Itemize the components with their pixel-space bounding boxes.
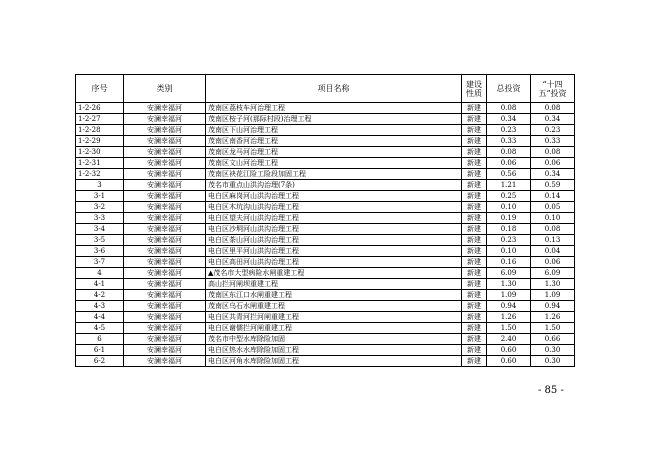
row-category: 安澜幸福河 xyxy=(124,257,206,268)
row-category: 安澜幸福河 xyxy=(124,147,206,158)
row-number: 1-2-31 xyxy=(76,158,124,169)
row-number: 3-3 xyxy=(76,213,124,224)
row-plan-investment: 0.34 xyxy=(531,114,575,125)
table-row xyxy=(76,191,575,202)
row-plan-investment: 0.06 xyxy=(531,158,575,169)
row-category: 安澜幸福河 xyxy=(124,246,206,257)
row-plan-investment: 1.26 xyxy=(531,312,575,323)
row-construction-type: 新建 xyxy=(462,345,487,356)
row-category: 安澜幸福河 xyxy=(124,279,206,290)
row-total-investment: 0.23 xyxy=(487,235,531,246)
row-project-name: 电白区麻岗河山洪沟治理工程 xyxy=(206,191,462,202)
row-plan-investment: 0.05 xyxy=(531,202,575,213)
row-total-investment: 0.60 xyxy=(487,356,531,367)
row-project-name: 茂南区东江口水闸重建工程 xyxy=(206,290,462,301)
table-row xyxy=(76,158,575,169)
row-total-investment: 1.09 xyxy=(487,290,531,301)
row-number: 1-2-26 xyxy=(76,103,124,114)
row-construction-type: 新建 xyxy=(462,301,487,312)
row-construction-type: 新建 xyxy=(462,246,487,257)
row-project-name: 茂名市重点山洪沟治理(7条) xyxy=(206,180,462,191)
row-construction-type: 新建 xyxy=(462,356,487,367)
row-number: 4-1 xyxy=(76,279,124,290)
table-row xyxy=(76,202,575,213)
row-category: 安澜幸福河 xyxy=(124,213,206,224)
row-number: 6-2 xyxy=(76,356,124,367)
table-row xyxy=(76,312,575,323)
row-category: 安澜幸福河 xyxy=(124,158,206,169)
table-row xyxy=(76,103,575,114)
project-table xyxy=(75,74,575,367)
row-category: 安澜幸福河 xyxy=(124,356,206,367)
row-construction-type: 新建 xyxy=(462,235,487,246)
row-project-name: ▲茂名市大型病险水闸重建工程 xyxy=(206,268,462,279)
table-row xyxy=(76,356,575,367)
table-row xyxy=(76,235,575,246)
table-row xyxy=(76,136,575,147)
row-total-investment: 6.09 xyxy=(487,268,531,279)
row-construction-type: 新建 xyxy=(462,257,487,268)
row-category: 安澜幸福河 xyxy=(124,103,206,114)
row-category: 安澜幸福河 xyxy=(124,180,206,191)
row-project-name: 高山拦河闸坝重建工程 xyxy=(206,279,462,290)
row-number: 1-2-29 xyxy=(76,136,124,147)
row-construction-type: 新建 xyxy=(462,147,487,158)
row-number: 6 xyxy=(76,334,124,345)
header-project-name: 项目名称 xyxy=(206,75,462,103)
row-total-investment: 0.08 xyxy=(487,147,531,158)
row-construction-type: 新建 xyxy=(462,202,487,213)
row-total-investment: 0.60 xyxy=(487,345,531,356)
row-number: 6-1 xyxy=(76,345,124,356)
row-plan-investment: 0.23 xyxy=(531,125,575,136)
row-construction-type: 新建 xyxy=(462,191,487,202)
row-number: 1-2-27 xyxy=(76,114,124,125)
row-category: 安澜幸福河 xyxy=(124,290,206,301)
row-category: 安澜幸福河 xyxy=(124,301,206,312)
row-plan-investment: 0.08 xyxy=(531,224,575,235)
row-total-investment: 2.40 xyxy=(487,334,531,345)
row-construction-type: 新建 xyxy=(462,103,487,114)
row-project-name: 电白区高田河山洪沟治理工程 xyxy=(206,257,462,268)
row-category: 安澜幸福河 xyxy=(124,224,206,235)
row-total-investment: 0.23 xyxy=(487,125,531,136)
row-category: 安澜幸福河 xyxy=(124,334,206,345)
table-row xyxy=(76,213,575,224)
row-project-name: 茂南区荔枝车河治理工程 xyxy=(206,103,462,114)
row-construction-type: 新建 xyxy=(462,323,487,334)
table-row xyxy=(76,257,575,268)
table-row xyxy=(76,180,575,191)
row-project-name: 茂南区文山河治理工程 xyxy=(206,158,462,169)
row-number: 1-2-32 xyxy=(76,169,124,180)
row-project-name: 茂南区南香河治理工程 xyxy=(206,136,462,147)
row-project-name: 茂名市中型水库除险加固 xyxy=(206,334,462,345)
row-plan-investment: 0.14 xyxy=(531,191,575,202)
table-row xyxy=(76,246,575,257)
table-header-row xyxy=(76,75,575,103)
row-plan-investment: 6.09 xyxy=(531,268,575,279)
row-plan-investment: 0.08 xyxy=(531,147,575,158)
row-project-name: 电白区谢儒拦河闸重建工程 xyxy=(206,323,462,334)
row-total-investment: 0.56 xyxy=(487,169,531,180)
table-row xyxy=(76,290,575,301)
row-plan-investment: 0.94 xyxy=(531,301,575,312)
row-number: 3-4 xyxy=(76,224,124,235)
table-row xyxy=(76,323,575,334)
row-project-name: 茂南区下山河治理工程 xyxy=(206,125,462,136)
row-number: 4 xyxy=(76,268,124,279)
row-plan-investment: 0.10 xyxy=(531,213,575,224)
row-plan-investment: 1.30 xyxy=(531,279,575,290)
row-construction-type: 新建 xyxy=(462,114,487,125)
row-plan-investment: 0.33 xyxy=(531,136,575,147)
row-total-investment: 1.26 xyxy=(487,312,531,323)
row-category: 安澜幸福河 xyxy=(124,323,206,334)
table-row xyxy=(76,301,575,312)
table-row xyxy=(76,279,575,290)
row-plan-investment: 1.09 xyxy=(531,290,575,301)
row-project-name: 茂南区乌石水闸重建工程 xyxy=(206,301,462,312)
row-category: 安澜幸福河 xyxy=(124,268,206,279)
row-category: 安澜幸福河 xyxy=(124,235,206,246)
row-project-name: 电白区里平河山洪沟治理工程 xyxy=(206,246,462,257)
row-construction-type: 新建 xyxy=(462,180,487,191)
row-category: 安澜幸福河 xyxy=(124,345,206,356)
row-project-name: 电白区沙垌河山洪沟治理工程 xyxy=(206,224,462,235)
row-number: 1-2-30 xyxy=(76,147,124,158)
row-construction-type: 新建 xyxy=(462,158,487,169)
row-total-investment: 0.16 xyxy=(487,257,531,268)
row-plan-investment: 0.08 xyxy=(531,103,575,114)
row-total-investment: 1.30 xyxy=(487,279,531,290)
table-row xyxy=(76,334,575,345)
row-number: 3-6 xyxy=(76,246,124,257)
row-construction-type: 新建 xyxy=(462,334,487,345)
row-category: 安澜幸福河 xyxy=(124,169,206,180)
row-total-investment: 1.21 xyxy=(487,180,531,191)
table-row xyxy=(76,114,575,125)
row-number: 3-2 xyxy=(76,202,124,213)
row-project-name: 电白区热水水库除险加固工程 xyxy=(206,345,462,356)
row-number: 3 xyxy=(76,180,124,191)
row-total-investment: 0.19 xyxy=(487,213,531,224)
table-row xyxy=(76,169,575,180)
row-number: 3-1 xyxy=(76,191,124,202)
row-total-investment: 0.25 xyxy=(487,191,531,202)
row-number: 3-5 xyxy=(76,235,124,246)
row-construction-type: 新建 xyxy=(462,213,487,224)
row-number: 1-2-28 xyxy=(76,125,124,136)
row-plan-investment: 0.66 xyxy=(531,334,575,345)
row-category: 安澜幸福河 xyxy=(124,125,206,136)
row-project-name: 茂南区桉子河(那际村段)治理工程 xyxy=(206,114,462,125)
row-construction-type: 新建 xyxy=(462,268,487,279)
row-number: 4-4 xyxy=(76,312,124,323)
row-total-investment: 1.50 xyxy=(487,323,531,334)
table-row xyxy=(76,147,575,158)
row-plan-investment: 0.06 xyxy=(531,257,575,268)
header-construction-type: 建设性质 xyxy=(462,75,487,103)
header-total-investment: 总投资 xyxy=(487,75,531,103)
row-plan-investment: 0.04 xyxy=(531,246,575,257)
row-total-investment: 0.18 xyxy=(487,224,531,235)
table-row xyxy=(76,268,575,279)
row-project-name: 电白区望夫河山洪沟治理工程 xyxy=(206,213,462,224)
table-row xyxy=(76,224,575,235)
row-plan-investment: 0.30 xyxy=(531,356,575,367)
row-plan-investment: 0.30 xyxy=(531,345,575,356)
row-construction-type: 新建 xyxy=(462,290,487,301)
row-construction-type: 新建 xyxy=(462,169,487,180)
row-project-name: 茂南区袂花江险工险段加固工程 xyxy=(206,169,462,180)
row-category: 安澜幸福河 xyxy=(124,114,206,125)
row-category: 安澜幸福河 xyxy=(124,202,206,213)
row-category: 安澜幸福河 xyxy=(124,312,206,323)
header-no: 序号 xyxy=(76,75,124,103)
row-category: 安澜幸福河 xyxy=(124,191,206,202)
row-project-name: 电白区茶山河山洪沟治理工程 xyxy=(206,235,462,246)
row-total-investment: 0.34 xyxy=(487,114,531,125)
row-plan-investment: 0.13 xyxy=(531,235,575,246)
row-construction-type: 新建 xyxy=(462,279,487,290)
table-row xyxy=(76,125,575,136)
row-total-investment: 0.08 xyxy=(487,103,531,114)
row-total-investment: 0.10 xyxy=(487,202,531,213)
header-category: 类别 xyxy=(124,75,206,103)
row-plan-investment: 0.59 xyxy=(531,180,575,191)
table-row xyxy=(76,345,575,356)
row-number: 3-7 xyxy=(76,257,124,268)
row-construction-type: 新建 xyxy=(462,125,487,136)
row-number: 4-5 xyxy=(76,323,124,334)
row-project-name: 电白区木坑沟山洪沟治理工程 xyxy=(206,202,462,213)
row-project-name: 茂南区龙马河治理工程 xyxy=(206,147,462,158)
row-total-investment: 0.94 xyxy=(487,301,531,312)
row-total-investment: 0.33 xyxy=(487,136,531,147)
row-construction-type: 新建 xyxy=(462,224,487,235)
row-total-investment: 0.06 xyxy=(487,158,531,169)
row-plan-investment: 1.50 xyxy=(531,323,575,334)
row-project-name: 电白区共青河拦河闸重建工程 xyxy=(206,312,462,323)
page-number: - 85 - xyxy=(538,385,564,396)
row-construction-type: 新建 xyxy=(462,136,487,147)
row-category: 安澜幸福河 xyxy=(124,136,206,147)
row-plan-investment: 0.34 xyxy=(531,169,575,180)
row-number: 4-3 xyxy=(76,301,124,312)
row-project-name: 电白区河角水库除险加固工程 xyxy=(206,356,462,367)
row-total-investment: 0.10 xyxy=(487,246,531,257)
header-plan-investment: “十四五”投资 xyxy=(531,75,575,103)
row-construction-type: 新建 xyxy=(462,312,487,323)
row-number: 4-2 xyxy=(76,290,124,301)
